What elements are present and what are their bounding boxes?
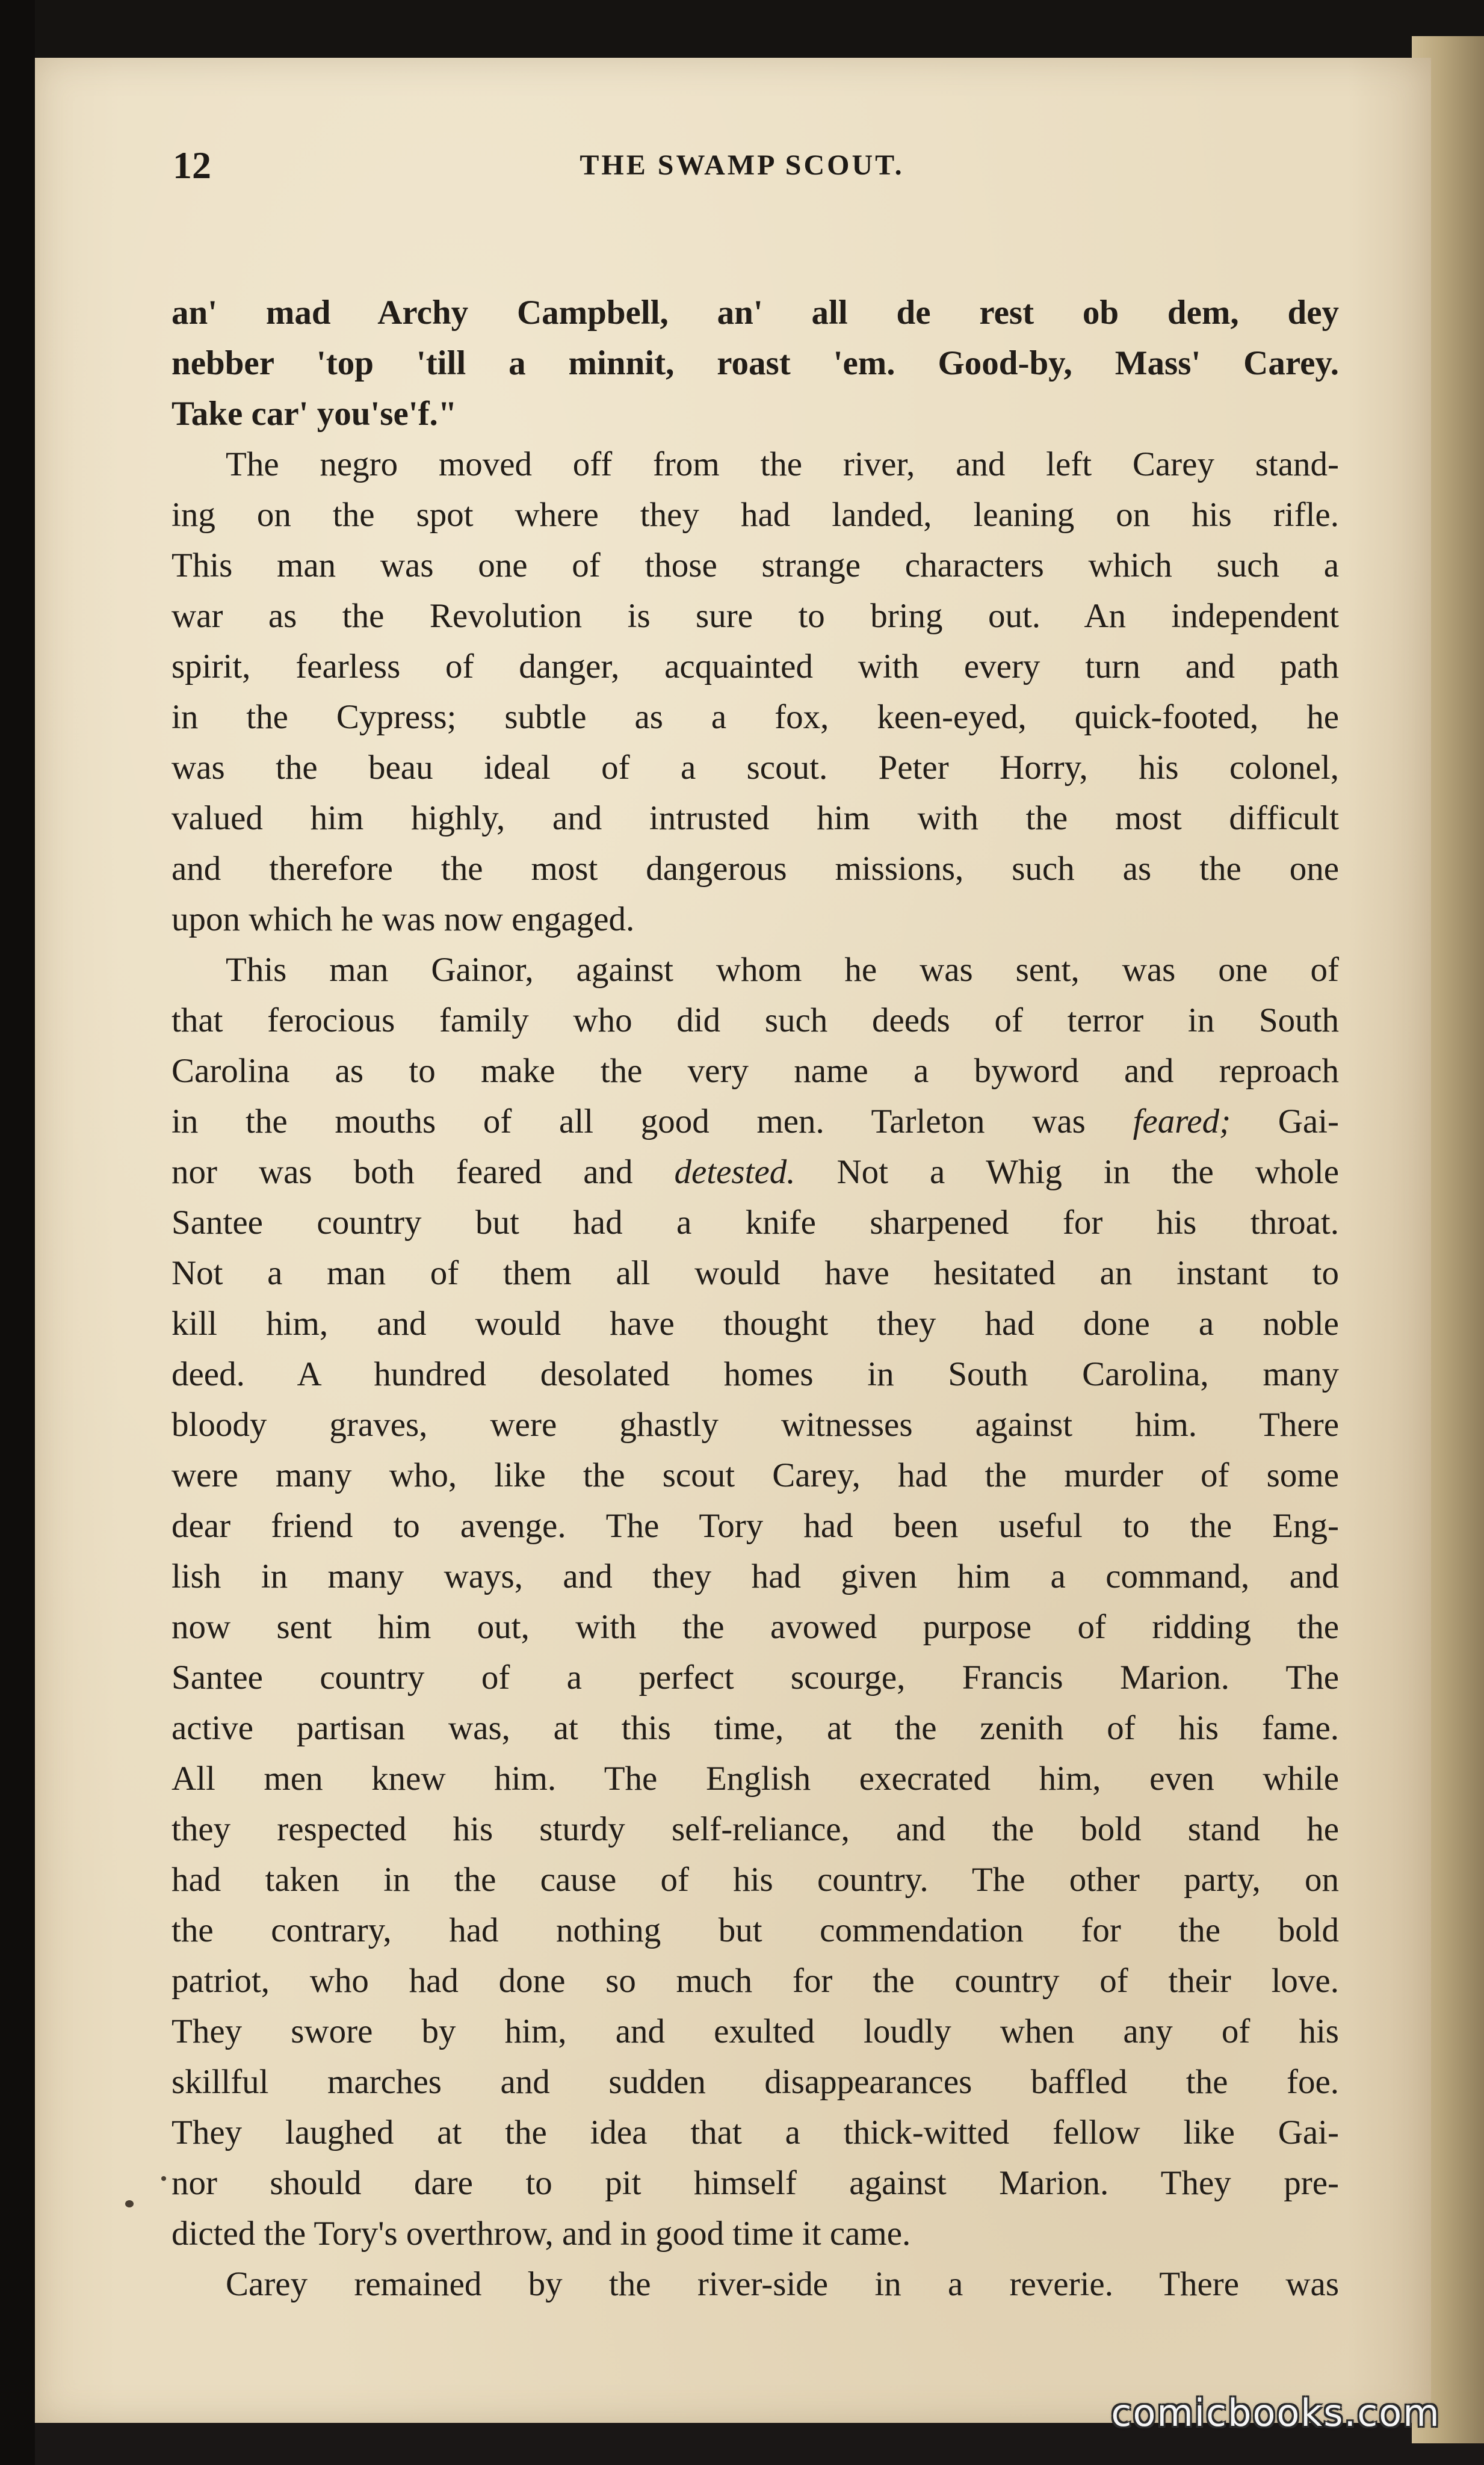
text-line-content: nor should dare to pit himself against Marion. They pre-	[172, 2164, 1339, 2202]
running-title: THE SWAMP SCOUT.	[580, 149, 904, 181]
text-line-content: and therefore the most dangerous missions, such as the one	[172, 850, 1339, 888]
text-line	[172, 490, 1339, 540]
text-line-content: They laughed at the idea that a thick-witted fellow like Gai-	[172, 2114, 1339, 2151]
text-line	[172, 743, 1339, 793]
text-line	[172, 389, 1339, 439]
text-line	[172, 1956, 1339, 2006]
text-line-content: an' mad Archy Campbell, an' all de rest ob dem, dey	[172, 294, 1339, 332]
scan-left-border	[0, 0, 35, 2465]
text-line-continuation: Gai-	[1278, 1103, 1339, 1140]
text-line-content: Take car' you'se'f."	[172, 395, 457, 433]
text-line	[172, 1602, 1339, 1653]
text-line	[172, 1653, 1339, 1703]
text-line	[172, 591, 1339, 642]
text-line	[172, 692, 1339, 743]
text-line	[172, 1450, 1339, 1501]
text-line-content: spirit, fearless of danger, acquainted with every turn and path	[172, 648, 1339, 685]
text-line-content: Not a man of them all would have hesitated an instant to	[172, 1254, 1339, 1292]
text-line	[172, 1400, 1339, 1450]
text-line-content: Santee country but had a knife sharpened for his throat.	[172, 1204, 1339, 1242]
text-line-content: had taken in the cause of his country. The other party, on	[172, 1861, 1339, 1899]
text-line	[172, 2259, 1339, 2310]
text-line-content: This man Gainor, against whom he was sent, was one of	[226, 951, 1339, 989]
text-line	[172, 1501, 1339, 1551]
ink-speck	[125, 2200, 134, 2207]
text-line-content: The negro moved off from the river, and left Carey stand-	[226, 445, 1339, 483]
text-line	[172, 844, 1339, 894]
text-line-content: They swore by him, and exulted loudly when any of his	[172, 2012, 1339, 2050]
text-line-content: kill him, and would have thought they had done a noble	[172, 1305, 1339, 1343]
text-line-content: nebber 'top 'till a minnit, roast 'em. Good-by, Mass' Carey.	[172, 344, 1339, 382]
text-line	[172, 793, 1339, 844]
text-line-content: was the beau ideal of a scout. Peter Horry, his colonel,	[172, 749, 1339, 787]
text-line-content: that ferocious family who did such deeds of terror in South	[172, 1001, 1339, 1039]
text-line	[172, 1248, 1339, 1299]
text-line	[172, 540, 1339, 591]
text-line	[172, 2158, 1339, 2209]
text-line-content: deed. A hundred desolated homes in South Carolina, many	[172, 1355, 1339, 1393]
text-line-content: ing on the spot where they had landed, leaning on his rifle.	[172, 496, 1339, 534]
text-line-content: nor was both feared and	[172, 1153, 633, 1191]
text-line-content: This man was one of those strange characters which such a	[172, 546, 1339, 584]
text-line-content: valued him highly, and intrusted him with the most difficult	[172, 799, 1339, 837]
text-line	[172, 1855, 1339, 1905]
text-line	[172, 1703, 1339, 1754]
text-line	[172, 1349, 1339, 1400]
page-number: 12	[173, 144, 211, 187]
text-line	[172, 2108, 1339, 2158]
text-line-content: dear friend to avenge. The Tory had been useful to the Eng-	[172, 1507, 1339, 1545]
text-line-content: lish in many ways, and they had given him a command, and	[172, 1557, 1339, 1595]
text-line-content: the contrary, had nothing but commendation for the bold	[172, 1911, 1339, 1949]
text-line	[172, 1754, 1339, 1804]
text-line	[172, 1905, 1339, 1956]
text-line	[172, 1046, 1339, 1096]
scan-top-border	[0, 0, 1484, 60]
text-line-content: in the Cypress; subtle as a fox, keen-eyed, quick-footed, he	[172, 698, 1339, 736]
text-line	[172, 2006, 1339, 2057]
italic-emphasis: feared;	[1133, 1103, 1231, 1140]
text-line-content: dicted the Tory's overthrow, and in good time it came.	[172, 2215, 911, 2253]
text-line	[172, 642, 1339, 692]
watermark: comicbooks.com	[1111, 2391, 1441, 2435]
text-line-continuation: Not a Whig in the whole	[836, 1153, 1339, 1191]
text-line	[172, 894, 1339, 945]
text-line	[172, 2057, 1339, 2108]
text-line	[172, 1096, 1339, 1147]
body-text	[172, 288, 1339, 2310]
text-line-content: All men knew him. The English execrated him, even while	[172, 1760, 1339, 1798]
text-line-content: bloody graves, were ghastly witnesses against him. There	[172, 1406, 1339, 1444]
text-line-content: skillful marches and sudden disappearances baffled the foe.	[172, 2063, 1339, 2101]
text-line-content: Carey remained by the river-side in a reverie. There was	[226, 2265, 1339, 2303]
running-head	[0, 138, 1484, 193]
text-line	[172, 338, 1339, 389]
text-line	[172, 1551, 1339, 1602]
text-line	[172, 439, 1339, 490]
text-line-content: Carolina as to make the very name a byword and reproach	[172, 1052, 1339, 1090]
text-line	[172, 945, 1339, 995]
text-line	[172, 2209, 1339, 2259]
text-line-content: were many who, like the scout Carey, had the murder of some	[172, 1456, 1339, 1494]
text-line	[172, 1299, 1339, 1349]
ink-speck	[161, 2176, 166, 2181]
text-line	[172, 1804, 1339, 1855]
text-line-content: upon which he was now engaged.	[172, 900, 635, 938]
text-line-content: patriot, who had done so much for the country of their love.	[172, 1962, 1339, 2000]
text-line-content: now sent him out, with the avowed purpose of ridding the	[172, 1608, 1339, 1646]
text-line	[172, 1147, 1339, 1198]
text-line-content: they respected his sturdy self-reliance, and the bold stand he	[172, 1810, 1339, 1848]
text-line-content: active partisan was, at this time, at the zenith of his fame.	[172, 1709, 1339, 1747]
text-line	[172, 288, 1339, 338]
italic-emphasis: detested.	[674, 1153, 796, 1191]
text-line	[172, 1198, 1339, 1248]
text-line	[172, 995, 1339, 1046]
text-line-content: war as the Revolution is sure to bring out. An independent	[172, 597, 1339, 635]
text-line-content: Santee country of a perfect scourge, Francis Marion. The	[172, 1659, 1339, 1696]
text-line-content: in the mouths of all good men. Tarleton was	[172, 1103, 1086, 1140]
